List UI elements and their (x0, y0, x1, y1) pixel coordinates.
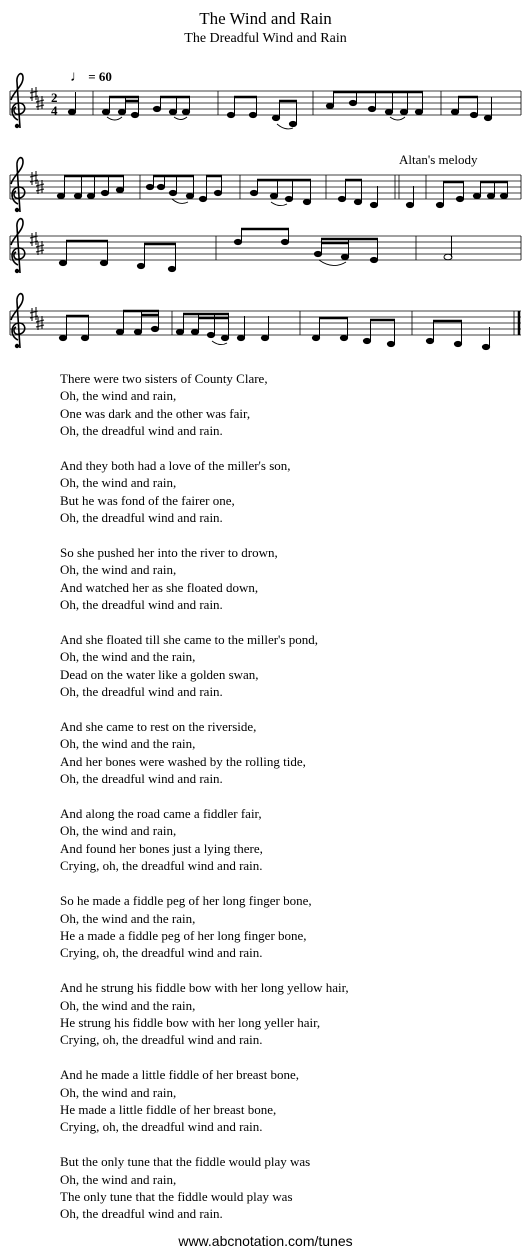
lyric-line: Oh, the wind and rain, (60, 823, 177, 839)
lyric-line: Crying, oh, the dreadful wind and rain. (60, 1032, 263, 1048)
lyrics-stanza-8 (60, 979, 349, 1049)
lyric-line: Oh, the wind and the rain, (60, 997, 196, 1013)
lyric-line: Crying, oh, the dreadful wind and rain. (60, 1119, 263, 1135)
lyrics-stanza-10 (60, 1153, 349, 1223)
lyric-line: Oh, the dreadful wind and rain. (60, 423, 223, 439)
quarter-note-icon: ♩ (70, 69, 85, 85)
lyric-line: And found her bones just a lying there, (60, 840, 263, 856)
lyric-line: One was dark and the other was fair, (60, 405, 251, 421)
lyric-line: Oh, the wind and the rain, (60, 649, 196, 665)
music-score (0, 0, 531, 370)
lyric-line: Oh, the dreadful wind and rain. (60, 771, 223, 787)
lyric-line: So she pushed her into the river to drown, (60, 545, 278, 561)
footer-url: www.abcnotation.com/tunes (178, 1233, 353, 1249)
lyrics-stanza-2 (60, 457, 349, 527)
lyric-line: Oh, the wind and rain, (60, 1084, 177, 1100)
lyric-line: Oh, the wind and rain, (60, 1171, 177, 1187)
lyrics-stanza-3 (60, 544, 349, 614)
lyric-line: And she came to rest on the riverside, (60, 719, 257, 735)
lyrics-stanza-9 (60, 1066, 349, 1136)
lyric-line: There were two sisters of County Clare, (60, 371, 268, 386)
lyric-line: And they both had a love of the miller's son, (60, 458, 291, 474)
lyric-line: But the only tune that the fiddle would play was (60, 1154, 311, 1170)
lyrics-stanza-1 (60, 370, 349, 440)
lyric-line: Oh, the dreadful wind and rain. (60, 510, 223, 526)
lyric-line: Oh, the wind and the rain, (60, 910, 196, 926)
melody-label: Altan's melody (399, 152, 478, 167)
lyric-line: Crying, oh, the dreadful wind and rain. (60, 858, 263, 874)
lyric-line: Oh, the wind and rain, (60, 475, 177, 491)
staff-3 (10, 219, 521, 274)
lyric-line: He strung his fiddle bow with her long yeller hair, (60, 1014, 321, 1030)
tempo-value: = 60 (88, 69, 112, 84)
lyrics-stanza-6 (60, 805, 349, 875)
lyric-line: So he made a fiddle peg of her long finger bone, (60, 893, 312, 909)
lyric-line: He made a little fiddle of her breast bone, (60, 1101, 277, 1117)
lyric-line: Oh, the dreadful wind and rain. (60, 1206, 223, 1222)
lyric-line: And her bones were washed by the rolling tide, (60, 753, 306, 769)
lyric-line: Crying, oh, the dreadful wind and rain. (60, 945, 263, 961)
lyric-line: He a made a fiddle peg of her long finger bone, (60, 927, 307, 943)
lyrics-stanza-5 (60, 718, 349, 788)
lyric-line: But he was fond of the fairer one, (60, 492, 235, 508)
lyrics-stanza-7 (60, 892, 349, 962)
lyric-line: Oh, the dreadful wind and rain. (60, 684, 223, 700)
lyric-line: Dead on the water like a golden swan, (60, 666, 259, 682)
lyric-line: Oh, the dreadful wind and rain. (60, 597, 223, 613)
lyric-line: The only tune that the fiddle would play was (60, 1188, 293, 1204)
page-subtitle: The Dreadful Wind and Rain (184, 31, 347, 46)
lyric-line: And he made a little fiddle of her breast bone, (60, 1067, 299, 1083)
staff-4 (10, 294, 521, 350)
time-sig-top: 2 (51, 90, 58, 105)
lyric-line: And watched her as she floated down, (60, 579, 259, 595)
lyric-line: Oh, the wind and the rain, (60, 736, 196, 752)
time-sig-bottom: 4 (51, 103, 58, 118)
staff-1 (10, 74, 521, 129)
lyric-line: And he strung his fiddle bow with her long yellow hair, (60, 980, 349, 996)
page-title: The Wind and Rain (199, 9, 332, 28)
lyric-line: Oh, the wind and rain, (60, 388, 177, 404)
lyric-line: Oh, the wind and rain, (60, 562, 177, 578)
lyric-line: And she floated till she came to the miller's pond, (60, 632, 318, 648)
lyrics-stanza-4 (60, 631, 349, 701)
staff-2 (10, 158, 521, 213)
lyrics (60, 370, 349, 1240)
lyric-line: And along the road came a fiddler fair, (60, 806, 262, 822)
